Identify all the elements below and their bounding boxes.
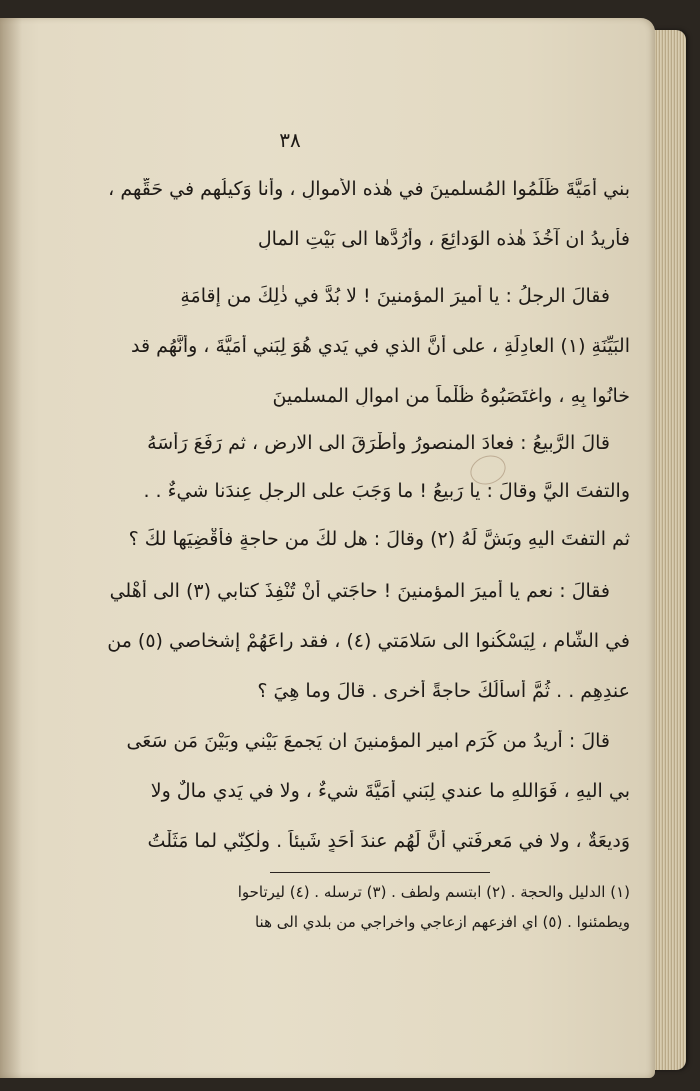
text-line: في الشّامِ ، لِيَسْكُنوا الى سَلامَتي (٤) ، فقد راعَهُمْ إِشخاصي (٥) من [107,630,630,652]
text-line: فقالَ الرجلُ : يا أَميرَ المؤمنينَ ! لا بُدَّ في ذٰلِكَ من إِقامَةِ [180,285,610,307]
text-line: البَيِّنَةِ (١) العادِلَةِ ، على أَنَّ الذي في يَدي هُوَ لِبَني أُمَيَّةَ ، وأَنَّهُم قد [131,335,630,357]
footnote-line: (١) الدليل والحجة . (٢) ابتسم ولطف . (٣) ترسله . (٤) ليرتاحوا [237,883,630,901]
text-line: وَديعَةٌ ، ولا في مَعرِفَتي أَنَّ لَهُم عندَ أَحَدٍ شَيئاً . ولٰكِنّي لما مَثَلْتُ [147,830,630,852]
text-line: بي اليهِ ، فَوَاللهِ ما عندي لِبَني أُمَيَّةَ شيءٌ ، ولا في يَدي مالٌ ولا [150,780,630,802]
text-line: خانُوا بِهِ ، واغتَصَبُوهُ ظُلْماً من اموالِ المسلمينَ [272,385,630,407]
text-line: قالَ : أُريدُ من كَرَمِ اميرِ المؤمنينَ ان يَجمعَ بَيْني وبَيْنَ مَن سَعَى [126,730,610,752]
footnote-line: ويطمئنوا . (٥) اي افزعهم ازعاجي واخراجي من بلدي الى هنا [254,913,630,931]
text-line: فأُريدُ ان آخُذَ هٰذه الوَدائِعَ ، وأَرُدَّها الى بَيْتِ المالِ [257,228,630,250]
text-line: بني أُمَيَّةَ ظَلَمُوا المُسلمينَ في هٰذه الأَموالِ ، وأنا وَكيلُهم في حَقِّهِم ، [108,178,630,200]
text-line: والتفتَ اليَّ وقالَ : يا رَبيعُ ! ما وَجَبَ على الرجلِ عِندَنا شيءٌ . . [143,480,630,502]
text-line: ثم التفتَ اليهِ وبَشَّ لَهُ (٢) وقالَ : هل لكَ من حاجةٍ فأَقْضِيَها لكَ ؟ [128,528,630,550]
gutter-shadow [0,18,22,1078]
text-line: قالَ الرَّبيعُ : فعادَ المنصورُ وأطْرَقَ الى الارضِ ، ثم رَفَعَ رَأسَهُ [147,432,610,454]
text-line: فقالَ : نعم يا أَميرَ المؤمنينَ ! حاجَتي أَنْ تُنْفِذَ كتابي (٣) الى أَهْلي [109,580,610,602]
footnote-rule [270,872,490,873]
text-line: عندِهِم . . ثُمَّ أَسأَلُكَ حاجةً أُخرى . قالَ وما هِيَ ؟ [257,680,630,702]
page-number: ٣٨ [279,128,301,152]
